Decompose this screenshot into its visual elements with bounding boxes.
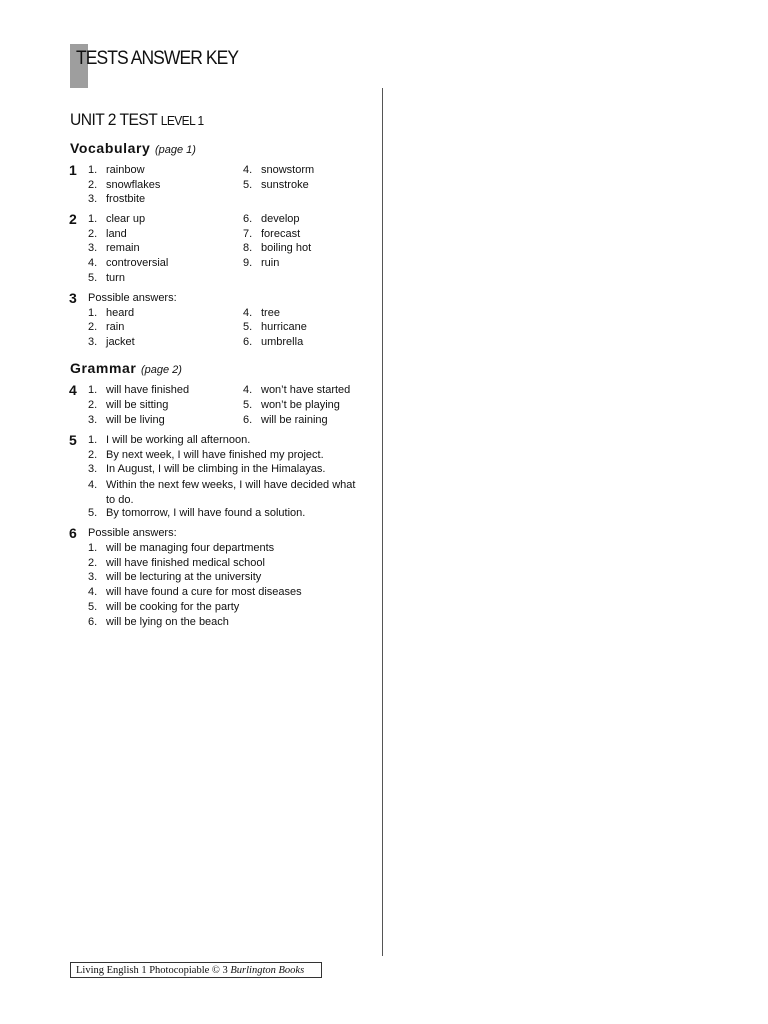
- vocabulary-heading: [70, 140, 196, 156]
- answer-num: 4.: [243, 307, 253, 319]
- answer-text: By tomorrow, I will have found a solution.: [106, 507, 306, 519]
- answer-5-2: [88, 449, 324, 461]
- answer-4-2: [88, 399, 168, 411]
- answer-num: 8.: [243, 242, 253, 254]
- question-number-1: 1: [69, 162, 77, 178]
- answer-4-1: [88, 384, 189, 396]
- grammar-heading: [70, 360, 182, 376]
- answer-6-5: [88, 601, 239, 613]
- answer-num: 2.: [88, 399, 98, 411]
- answer-4-5: [243, 399, 340, 411]
- answer-2-1: [88, 213, 145, 225]
- answer-2-2: [88, 228, 127, 240]
- answer-text: will be cooking for the party: [106, 601, 240, 613]
- answer-num: 5.: [243, 179, 253, 191]
- answer-num: 6.: [243, 414, 253, 426]
- answer-num: 5.: [88, 272, 98, 284]
- answer-text: won’t be playing: [261, 399, 340, 411]
- vocabulary-page-ref: (page 1): [154, 144, 196, 156]
- answer-2-8: [243, 242, 311, 254]
- answer-1-4: [243, 164, 314, 176]
- answer-2-5: [88, 272, 125, 284]
- answer-5-1: [88, 434, 250, 446]
- answer-num: 1.: [88, 307, 98, 319]
- answer-num: 3.: [88, 571, 98, 583]
- answer-3-1: [88, 307, 134, 319]
- answer-text: umbrella: [261, 336, 304, 348]
- answer-num: 4.: [243, 164, 253, 176]
- grammar-title: Grammar: [70, 360, 137, 376]
- answer-num: 1.: [88, 164, 98, 176]
- answer-2-3: [88, 242, 140, 254]
- answer-6-4: [88, 586, 302, 598]
- grammar-page-ref: (page 2): [140, 364, 182, 376]
- unit-title-text: UNIT 2 TEST: [70, 110, 157, 129]
- answer-3-4: [243, 307, 280, 319]
- answer-num: 5.: [243, 321, 253, 333]
- answer-2-6: [243, 213, 300, 225]
- column-divider: [382, 88, 383, 956]
- answer-num: 4.: [243, 384, 253, 396]
- answer-num: 4.: [88, 586, 98, 598]
- answer-text: will be managing four departments: [106, 542, 275, 554]
- answer-num: 6.: [88, 616, 98, 628]
- answer-3-3: [88, 336, 135, 348]
- answer-5-5: [88, 507, 305, 519]
- answer-text: turn: [106, 272, 125, 284]
- footer-publisher: Burlington Books: [230, 965, 305, 976]
- answer-num: 5.: [88, 601, 98, 613]
- answer-text: will have finished: [106, 384, 190, 396]
- answer-text: frostbite: [106, 193, 146, 205]
- answer-num: 6.: [243, 213, 253, 225]
- answer-num: 1.: [88, 542, 98, 554]
- answer-text: ruin: [261, 257, 280, 269]
- answer-num: 1.: [88, 213, 98, 225]
- answer-text: By next week, I will have finished my project.: [106, 449, 324, 461]
- answer-4-6: [243, 414, 328, 426]
- answer-text: develop: [261, 213, 300, 225]
- answer-text: controversial: [106, 257, 169, 269]
- answer-6-6: [88, 616, 229, 628]
- answer-1-5: [243, 179, 309, 191]
- question-number-5: 5: [69, 432, 77, 448]
- answer-text: remain: [106, 242, 140, 254]
- answer-3-5: [243, 321, 307, 333]
- answer-num: 9.: [243, 257, 253, 269]
- answer-2-4: [88, 257, 168, 269]
- answer-num: 3.: [88, 193, 98, 205]
- answer-num: 4.: [88, 479, 98, 491]
- answer-num: 3.: [88, 336, 98, 348]
- answer-text: clear up: [106, 213, 146, 225]
- answer-3-6: [243, 336, 303, 348]
- answer-5-4: [88, 478, 360, 508]
- vocabulary-title: Vocabulary: [70, 140, 151, 156]
- answer-4-3: [88, 414, 165, 426]
- answer-1-1: [88, 164, 145, 176]
- answer-text: boiling hot: [261, 242, 312, 254]
- answer-num: 4.: [88, 257, 98, 269]
- page-title: TESTS ANSWER KEY: [76, 48, 239, 69]
- possible-answers-note: Possible answers:: [88, 292, 177, 304]
- answer-text: will be sitting: [106, 399, 169, 411]
- answer-num: 5.: [88, 507, 98, 519]
- footer-credit: [70, 962, 322, 978]
- answer-1-2: [88, 179, 160, 191]
- answer-num: 3.: [88, 242, 98, 254]
- answer-num: 7.: [243, 228, 253, 240]
- answer-num: 3.: [88, 463, 98, 475]
- question-number-2: 2: [69, 211, 77, 227]
- answer-text: will be lying on the beach: [106, 616, 229, 628]
- question-number-4: 4: [69, 382, 77, 398]
- answer-num: 2.: [88, 321, 98, 333]
- answer-text: heard: [106, 307, 135, 319]
- answer-3-2: [88, 321, 124, 333]
- answer-text: will be raining: [261, 414, 328, 426]
- answer-text: jacket: [106, 336, 135, 348]
- answer-2-9: [243, 257, 279, 269]
- answer-6-2: [88, 557, 265, 569]
- answer-text: I will be working all afternoon.: [106, 434, 251, 446]
- answer-5-3: [88, 463, 326, 475]
- answer-2-7: [243, 228, 300, 240]
- answer-num: 2.: [88, 228, 98, 240]
- answer-text: will have found a cure for most diseases: [106, 586, 302, 598]
- answer-text: sunstroke: [261, 179, 309, 191]
- unit-level: LEVEL 1: [160, 113, 204, 128]
- answer-text: won’t have started: [261, 384, 351, 396]
- footer-text: Living English 1 Photocopiable © 3: [76, 965, 228, 976]
- question-number-6: 6: [69, 525, 77, 541]
- answer-text: land: [106, 228, 127, 240]
- answer-text: rainbow: [106, 164, 145, 176]
- answer-num: 2.: [88, 557, 98, 569]
- answer-num: 6.: [243, 336, 253, 348]
- answer-text: rain: [106, 321, 125, 333]
- answer-num: 2.: [88, 179, 98, 191]
- unit-title: [70, 110, 204, 130]
- answer-num: 2.: [88, 449, 98, 461]
- answer-text: tree: [261, 307, 280, 319]
- answer-num: 1.: [88, 384, 98, 396]
- answer-1-3: [88, 193, 145, 205]
- answer-num: 5.: [243, 399, 253, 411]
- answer-num: 1.: [88, 434, 98, 446]
- answer-text: snowstorm: [261, 164, 315, 176]
- question-number-3: 3: [69, 290, 77, 306]
- answer-6-1: [88, 542, 274, 554]
- answer-text: snowflakes: [106, 179, 161, 191]
- answer-6-3: [88, 571, 261, 583]
- answer-text: will be lecturing at the university: [106, 571, 262, 583]
- answer-num: 3.: [88, 414, 98, 426]
- answer-text: will have finished medical school: [106, 557, 265, 569]
- answer-text: In August, I will be climbing in the Himalayas.: [106, 463, 326, 475]
- answer-text: forecast: [261, 228, 301, 240]
- answer-text: will be living: [106, 414, 165, 426]
- answer-4-4: [243, 384, 350, 396]
- answer-text: Within the next few weeks, I will have decided what to do.: [106, 479, 356, 506]
- possible-answers-note: Possible answers:: [88, 527, 177, 539]
- answer-text: hurricane: [261, 321, 307, 333]
